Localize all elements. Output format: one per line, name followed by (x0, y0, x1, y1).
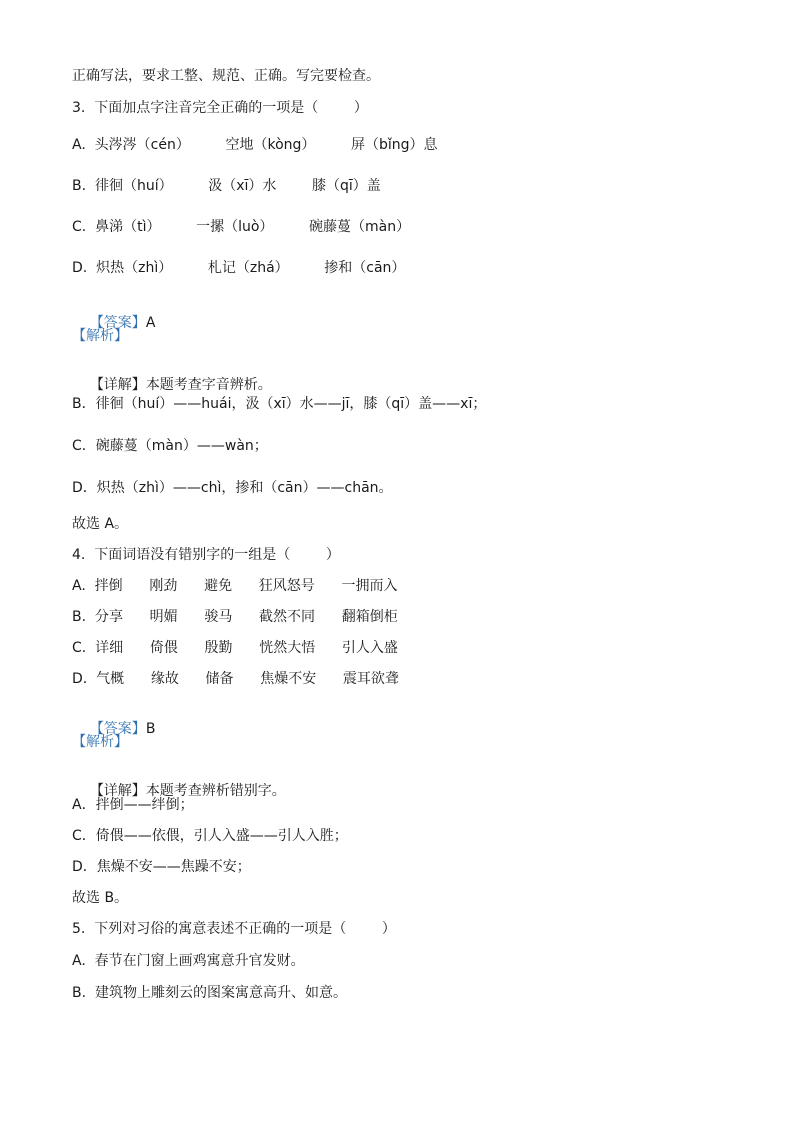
paragraph-fragment: 正确写法，要求工整、规范、正确。写完要检查。 (72, 68, 380, 84)
question-5-option-b: B. 建筑物上雕刻云的图案寓意高升、如意。 (72, 985, 347, 1001)
question-5-option-a: A. 春节在门窗上画鸡寓意升官发财。 (72, 953, 305, 969)
detail-3-c: C．碗藤蔓（màn）——wàn； (72, 438, 268, 454)
detail-4-c: C．倚偎——依偎，引人入盛——引人入胜； (72, 828, 348, 844)
answer-3-value: A (145, 315, 156, 331)
detail-3-d: D．炽热（zhì）——chì，掺和（cān）——chān。 (72, 480, 393, 496)
conclusion-4: 故选 B。 (72, 890, 129, 906)
analysis-3-tag: 【解析】 (72, 328, 128, 344)
question-4-option-b: B. 分享 明媚 骏马 截然不同 翻箱倒柜 (72, 609, 398, 625)
question-3-option-d: D. 炽热（zhì） 札记（zhá） 掺和（cān） (72, 260, 406, 276)
analysis-4-tag: 【解析】 (72, 734, 128, 750)
detail-4-d: D．焦燥不安——焦躁不安； (72, 859, 251, 875)
question-4-stem: 4. 下面词语没有错别字的一组是（ ） (72, 547, 340, 563)
detail-4-text: 本题考查辨析错别字。 (145, 783, 286, 799)
detail-3-tag: 【详解】 (89, 377, 146, 393)
detail-3-b: B．徘徊（huí）——huái，汲（xī）水——jī，膝（qī）盖——xī； (72, 396, 487, 412)
answer-4-value: B (145, 721, 156, 737)
question-5-stem: 5. 下列对习俗的寓意表述不正确的一项是（ ） (72, 921, 396, 937)
question-3-stem: 3. 下面加点字注音完全正确的一项是（ ） (72, 100, 368, 116)
question-4-option-c: C. 详细 倚偎 殷勤 恍然大悟 引人入盛 (72, 640, 398, 656)
question-4-option-a: A. 拌倒 刚劲 避免 狂风怒号 一拥而入 (72, 578, 398, 594)
question-3-option-b: B. 徘徊（huí） 汲（xī）水 膝（qī）盖 (72, 178, 381, 194)
question-4-option-d: D. 气概 缘故 储备 焦燥不安 震耳欲聋 (72, 671, 399, 687)
conclusion-3: 故选 A。 (72, 516, 129, 532)
detail-4-a: A．拌倒——绊倒； (72, 797, 194, 813)
answer-3-tag: 【答案】 (89, 315, 146, 331)
detail-4-tag: 【详解】 (89, 783, 146, 799)
answer-3-line (72, 296, 156, 331)
detail-3-line (72, 358, 272, 393)
detail-4-line (72, 764, 286, 799)
question-3-option-c: C. 鼻涕（tì） 一摞（luò） 碗藤蔓（màn） (72, 219, 411, 235)
answer-4-tag: 【答案】 (89, 721, 146, 737)
detail-3-text: 本题考查字音辨析。 (145, 377, 272, 393)
answer-4-line (72, 702, 156, 737)
question-3-option-a: A. 头涔涔（cén） 空地（kòng） 屏（bǐng）息 (72, 137, 438, 153)
